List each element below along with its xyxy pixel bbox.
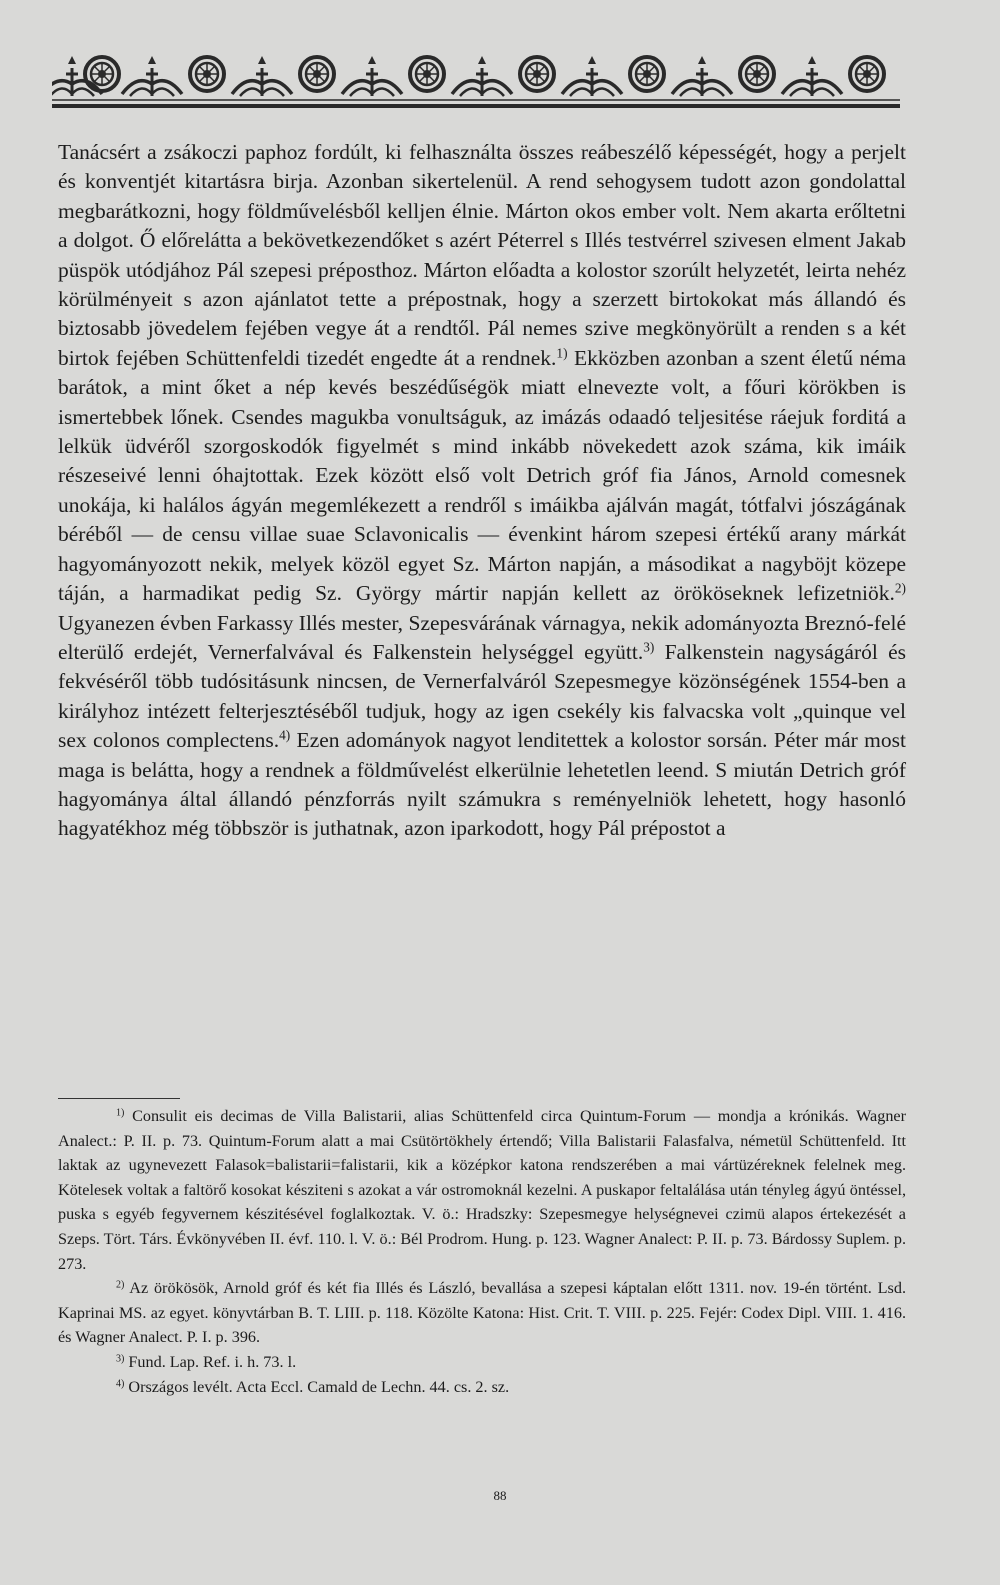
floral-frieze-icon: [52, 48, 900, 110]
footnote-mark: 3): [116, 1353, 125, 1365]
body-text: [58, 138, 906, 844]
footnote-mark: 2): [116, 1279, 125, 1291]
footnote-text: Az örökösök, Arnold gróf és két fia Illés és László, bevallása a szepesi káptalan előtt 1311. nov. 19-én történt. Lsd. Kaprinai MS. az egyet. könyvtárban B. T. LIII. p. 118. Közölte Katona: Hist. Crit. T. VIII. p. 225. Fejér: Codex Dipl. VIII. 1. 416. és Wagner Analect. P. I. p. 396.: [58, 1279, 906, 1347]
text-run: Ezen adományok nagyot lenditettek a kolostor sorsán. Péter már most maga is belátta, hogy a rendnek a földművelést elkerülnie lehetetlen leend. S miután Detrich gróf hagyománya által állandó pénzforrás nyilt számukra s reményelniök lehetett, hogy hasonló hagyatékhoz még többször is juthatnak, azon iparkodott, hogy Pál prépostot a: [58, 728, 906, 841]
footnote-ref: 3): [643, 639, 655, 655]
footnotes: [58, 1104, 906, 1399]
footnote-ref: 4): [279, 727, 291, 743]
page-number: 88: [493, 1488, 507, 1503]
footnote-text: Consulit eis decimas de Villa Balistarii, alias Schüttenfeld circa Quintum-Forum — mondja a krónikás. Wagner Analect.: P. II. p. 73. Quintum-Forum alatt a mai Csütörtökhely értendő; Villa Balistarii Falasfalva, németül Schüttenfeld. Itt laktak az ugynevezett Falasok=balistarii=falistarii, kik a középkor katona rendszerében a mai vártüzéreknek felelnek meg. Kötelesek voltak a faltörő kosokat késziteni s azokat a vár ostromoknál kezelni. A puskapor feltalálása után tényleg ágyú öntéssel, puska s egyéb fegyvernem készitésével foglalkoztak. V. ö.: Hradszky: Szepesmegye helységnevei czimü alapos értekezését a Szeps. Tört. Társ. Évkönyvében II. évf. 110. l. V. ö.: Bél Prodrom. Hung. p. 123. Wagner Analect: P. II. p. 73. Bárdossy Suplem. p. 273.: [58, 1107, 906, 1273]
footnote-text: Országos levélt. Acta Eccl. Camald de Lechn. 44. cs. 2. sz.: [124, 1377, 510, 1396]
footnote: [58, 1375, 906, 1400]
text-run: Ekközben azonban a szent életű néma barátok, a mint őket a nép kevés beszédűségök miatt elnevezte volt, a főuri körökben is ismertebbek lőnek. Csendes magukba vonultságuk, az imázás odaadó teljesitése ráejuk forditá a lelkük üdvéről szorgoskodók figyelmét s mind inkább növekedett azok száma, kik imáik részeseivé lenni óhajtottak. Ezek között első volt Detrich gróf fia János, Arnold comesnek unokája, ki halálos ágyán megemlékezett a rendről s imáikba ajálván magát, tótfalvi jószágának béréből — de censu villae suae Sclavonicalis — évenkint három szepesi értékű arany márkát hagyományozott nekik, melyek közöl egyet Sz. Márton napján, a másodikat a nagyböjt közepe táján, a harmadikat pedig Sz. György mártir napján kellett az örököseknek lefizetniök.: [58, 345, 907, 606]
footnote-divider: [58, 1098, 180, 1099]
text-run: Falkenstein nagyságáról és fekvéséről több tudósitásunk nincsen, de Vernerfalváról Szepesmegye közönségének 1554-ben a királyhoz intézett felterjesztéséből tudjuk, hogy az igen csekély kis falvacska volt „quinque vel sex colonos complectens.: [58, 639, 906, 753]
footnote: [58, 1276, 906, 1350]
footnote: [58, 1104, 906, 1276]
footnote: [58, 1350, 906, 1375]
footnote-mark: 1): [116, 1107, 125, 1119]
text-run: Tanácsért a zsákoczi paphoz fordúlt, ki felhasználta összes reábeszélő képességét, hogy a perjelt és konventjét kitartásra birja. Azonban sikertelenül. A rend sehogysem tudott azon gondolattal megbarátkozni, hogy földművelésből kelljen élnie. Márton okos ember volt. Nem akarta erőltetni a dolgot. Ő előrelátta a bekövetkezendőket s azért Péterrel s Illés testvérrel szivesen elment Jakab püspök utódjához Pál szepesi préposthoz. Márton előadta a kolostor szorúlt helyzetét, leirta nehéz körülményeit s azon ajánlatot tette a prépostnak, hogy a szerzett birtokokat más állandó és biztosabb jövedelem fejében vegye át a rendtől. Pál nemes szive megkönyörült a renden s a két birtok fejében Schüttenfeldi tizedét engedte át a rendnek.: [58, 140, 906, 370]
footnote-ref: 2): [894, 580, 906, 596]
text-run: Ugyanezen évben Farkassy Illés mester, Szepesvárának várnagya, nekik adományozta Breznó-felé elterülő erdejét, Vernerfalvával és Falkenstein helységgel együtt.: [58, 610, 906, 664]
footnote-text: Fund. Lap. Ref. i. h. 73. l.: [124, 1352, 297, 1371]
footnote-ref: 1): [556, 345, 568, 361]
footnote-mark: 4): [116, 1378, 125, 1390]
body-paragraph: [58, 138, 906, 844]
